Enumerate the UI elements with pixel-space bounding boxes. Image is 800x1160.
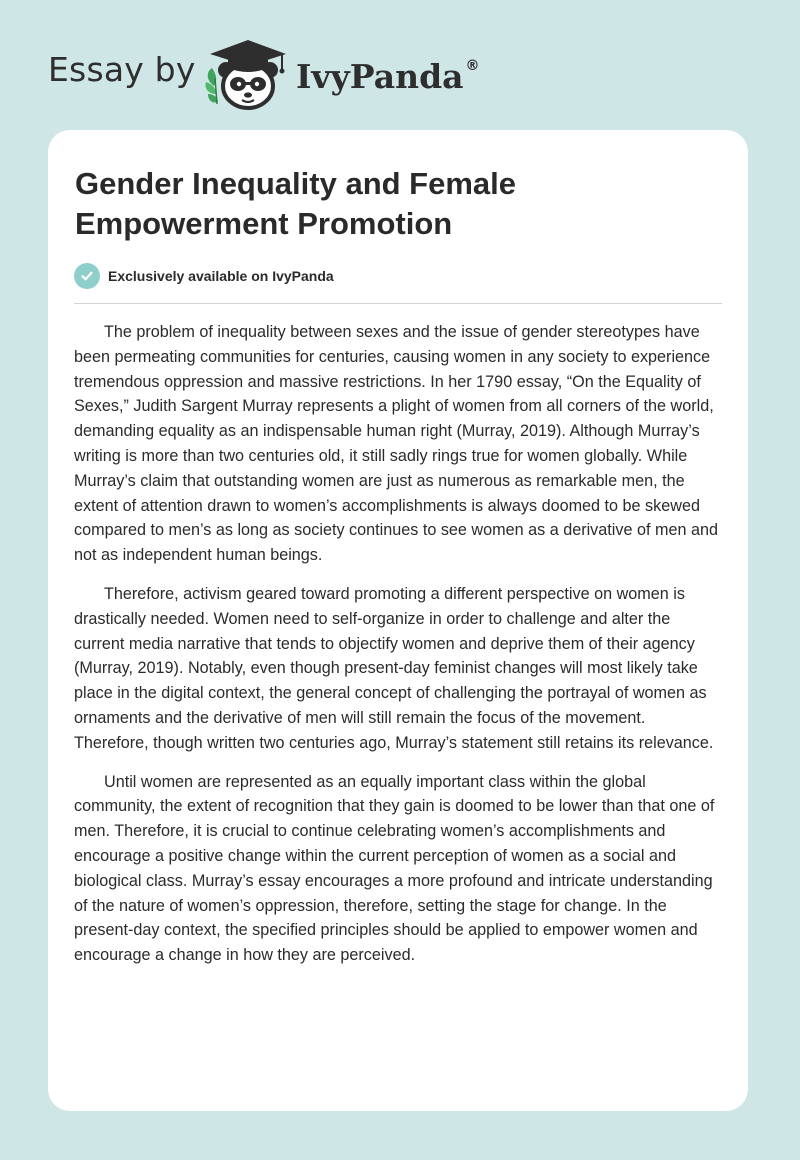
- brand-name[interactable]: [296, 52, 480, 97]
- paragraph-1: The problem of inequality between sexes and the issue of gender stereotypes have been permeating communities for centuries, causing women in any society to experience tremendous oppression and massive restrictions. In her 1790 essay, “On the Equality of Sexes,” Judith Sargent Murray represents a plight of women from all corners of the world, demanding equality as an indispensable human right (Murray, 2019). Although Murray’s writing is more than two centuries old, it still sadly rings true for women globally. While Murray’s claim that outstanding women are just as numerous as remarkable men, the extent of attention drawn to women’s accomplishments is always doomed to be skewed compared to men’s as long as society continues to see women as a derivative of men and not as independent human beings.: [74, 323, 718, 565]
- brand-name-text: IvyPanda: [296, 57, 464, 96]
- site-header: [0, 0, 800, 130]
- essay-body: [74, 320, 724, 982]
- check-circle-icon: [74, 263, 100, 289]
- essay-by-label: Essay by: [48, 50, 196, 89]
- registered-mark: ®: [465, 58, 480, 74]
- exclusive-label: Exclusively available on IvyPanda: [108, 268, 334, 284]
- essay-card: [48, 130, 748, 1111]
- paragraph-3: Until women are represented as an equally important class within the global community, the extent of recognition that they gain is doomed to be lower than that one of men. Therefore, it is crucial to continue celebrating women’s accomplishments and encourage a positive change within the current perception of women as a social and biological class. Murray’s essay encourages a more profound and intricate understanding of the nature of women’s oppression, therefore, setting the stage for change. In the present-day context, the specified principles should be applied to empower women and encourage a change in how they are perceived.: [74, 772, 715, 965]
- page-title: Gender Inequality and Female Empowerment Promotion: [75, 166, 517, 241]
- exclusive-badge: [74, 263, 334, 289]
- paragraph-2: Therefore, activism geared toward promoting a different perspective on women is drastically needed. Women need to self-organize in order to challenge and alter the current media narrative that tends to objectify women and deprive them of their agency (Murray, 2019). Notably, even though present-day feminist changes will most likely take place in the digital context, the general concept of challenging the portrayal of women as ornaments and the derivative of men will still remain the focus of the movement. Therefore, though written two centuries ago, Murray’s statement still retains its relevance.: [74, 584, 714, 752]
- divider: [74, 303, 722, 304]
- panda-graduate-logo-icon[interactable]: [200, 36, 296, 110]
